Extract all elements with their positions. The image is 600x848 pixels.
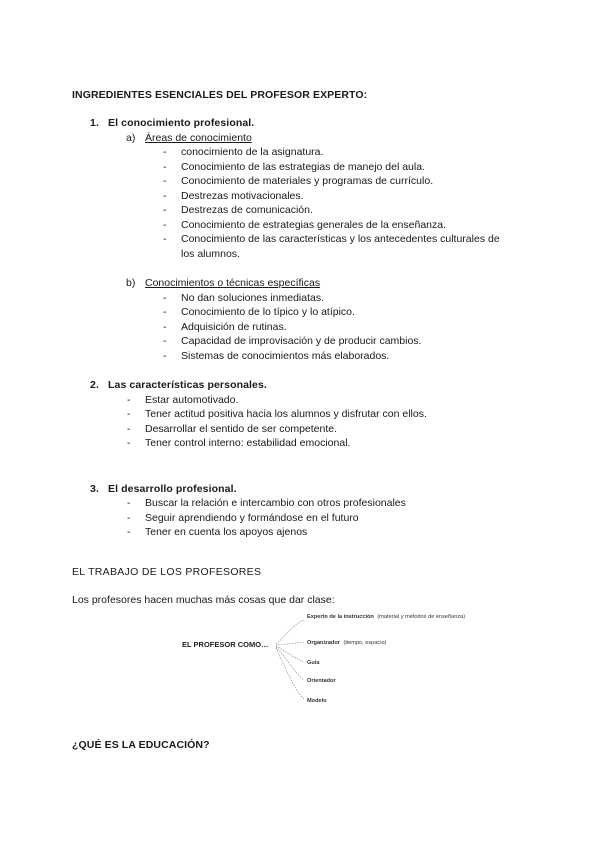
diagram-connector [276, 646, 304, 662]
diagram-branch-detail: (material y métodos de enseñanza) [377, 614, 466, 620]
diagram-branch-label: Orientador [307, 678, 336, 684]
section-1-title: El conocimiento profesional. [108, 117, 255, 129]
diagram-connectors [276, 620, 304, 699]
diagram-branch-label: Guía [307, 660, 320, 666]
list-item: Seguir aprendiendo y formándose en el futuro [145, 512, 359, 524]
list-item: Conocimiento de las estrategias de manejo del aula. [181, 161, 425, 173]
diagram-branch-label: Modelo [307, 698, 327, 704]
list-bullet: - [163, 146, 167, 158]
list-bullet: - [127, 526, 131, 538]
section-1-number: 1. [90, 117, 99, 129]
list-bullet: - [163, 233, 167, 245]
profesor-diagram [170, 608, 466, 712]
list-item: Sistemas de conocimientos más elaborados. [181, 350, 390, 362]
list-item: Adquisición de rutinas. [181, 321, 287, 333]
list-bullet: - [163, 321, 167, 333]
list-bullet: - [163, 190, 167, 202]
section-2-title: Las características personales. [108, 379, 267, 391]
list-bullet: - [163, 161, 167, 173]
list-bullet: - [163, 292, 167, 304]
subsection-b-letter: b) [126, 277, 136, 289]
diagram-branch-label: Experto de la instrucción [307, 614, 374, 620]
diagram-root: EL PROFESOR COMO… [182, 640, 269, 649]
list-item: Tener en cuenta los apoyos ajenos [145, 526, 308, 538]
diagram-branch [307, 640, 387, 646]
diagram-connector [276, 648, 304, 699]
list-item: Tener control interno: estabilidad emocional. [145, 437, 351, 449]
list-item: No dan soluciones inmediatas. [181, 292, 325, 304]
section-3-title: El desarrollo profesional. [108, 483, 237, 495]
list-bullet: - [127, 512, 131, 524]
list-item: Capacidad de improvisación y de producir cambios. [181, 335, 422, 347]
section-3-number: 3. [90, 483, 99, 495]
diagram-connector [276, 642, 304, 645]
list-bullet: - [163, 350, 167, 362]
subsection-a-letter: a) [126, 132, 136, 144]
list-bullet: - [127, 394, 131, 406]
list-item: Conocimiento de lo típico y lo atípico. [181, 306, 355, 318]
diagram-branch-detail: (tiempo, espacio) [343, 640, 387, 646]
subsection-b-title: Conocimientos o técnicas específicas [145, 277, 321, 289]
list-bullet: - [163, 306, 167, 318]
list-bullet: - [127, 437, 131, 449]
list-bullet: - [127, 408, 131, 420]
list-item: Conocimiento de materiales y programas de currículo. [181, 175, 434, 187]
list-item: Estar automotivado. [145, 394, 239, 406]
diagram-connector [276, 647, 304, 680]
list-bullet: - [163, 335, 167, 347]
list-item: Conocimiento de las características y los antecedentes culturales de [181, 233, 500, 245]
list-item: Destrezas de comunicación. [181, 204, 313, 216]
list-item: Destrezas motivacionales. [181, 190, 304, 202]
list-item: Tener actitud positiva hacia los alumnos y disfrutar con ellos. [145, 408, 427, 420]
list-bullet: - [127, 423, 131, 435]
educacion-heading: ¿QUÉ ES LA EDUCACIÓN? [72, 739, 210, 751]
list-bullet: - [163, 219, 167, 231]
list-item: conocimiento de la asignatura. [181, 146, 324, 158]
list-bullet: - [127, 497, 131, 509]
trabajo-heading: EL TRABAJO DE LOS PROFESORES [72, 566, 262, 578]
section-2-number: 2. [90, 379, 99, 391]
list-bullet: - [163, 204, 167, 216]
list-item: Conocimiento de estrategias generales de la enseñanza. [181, 219, 447, 231]
list-item: Desarrollar el sentido de ser competente. [145, 423, 338, 435]
list-bullet: - [163, 175, 167, 187]
page-title: INGREDIENTES ESENCIALES DEL PROFESOR EXPERTO: [72, 89, 368, 101]
diagram-branch-label: Organizador [307, 640, 340, 646]
trabajo-intro: Los profesores hacen muchas más cosas que dar clase: [72, 594, 335, 606]
list-item-continuation: los alumnos. [181, 248, 240, 260]
list-item: Buscar la relación e intercambio con otros profesionales [145, 497, 406, 509]
subsection-a-title: Áreas de conocimiento [145, 132, 252, 144]
diagram-branch [307, 614, 465, 620]
diagram-connector [276, 620, 304, 644]
